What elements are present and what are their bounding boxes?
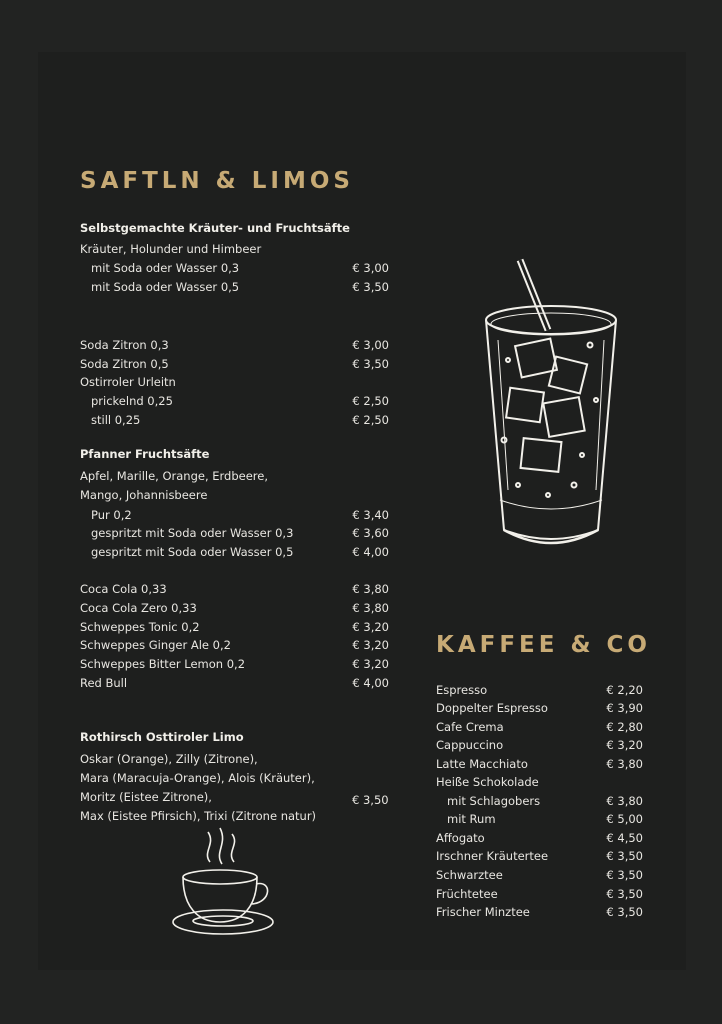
item-price: € 3,80 [606, 757, 643, 771]
item-name: mit Soda oder Wasser 0,3 [91, 261, 240, 275]
item-name: Soda Zitron 0,5 [80, 357, 169, 371]
menu-row [80, 355, 389, 373]
item-name: Früchtetee [436, 887, 498, 901]
pfanner-description-1: Apfel, Marille, Orange, Erdbeere, [80, 469, 269, 483]
item-name: mit Rum [447, 812, 496, 826]
item-name: Latte Macchiato [436, 757, 528, 771]
menu-row [436, 681, 643, 699]
item-name: Irschner Kräutertee [436, 849, 549, 863]
item-price: € 3,20 [352, 638, 389, 652]
menu-row [80, 618, 389, 636]
item-name: Soda Zitron 0,3 [80, 338, 169, 352]
item-name: Cafe Crema [436, 720, 504, 734]
item-name: Coca Cola 0,33 [80, 582, 167, 596]
menu-row [91, 259, 389, 277]
saftln-limos-heading: SAFTLN & LIMOS [80, 168, 354, 194]
coffee-cup-illustration [168, 822, 278, 942]
item-price: € 3,40 [352, 508, 389, 522]
item-name: Cappuccino [436, 738, 504, 752]
item-name: Schweppes Bitter Lemon 0,2 [80, 657, 246, 671]
item-name: Heiße Schokolade [436, 775, 539, 789]
menu-row [436, 773, 643, 791]
item-price: € 3,50 [606, 905, 643, 919]
menu-row [91, 278, 389, 296]
item-name: Espresso [436, 683, 488, 697]
item-price: € 3,80 [606, 794, 643, 808]
item-name: Red Bull [80, 676, 128, 690]
kaffee-co-heading: KAFFEE & CO [436, 632, 651, 658]
item-name: Doppelter Espresso [436, 701, 548, 715]
menu-row [91, 411, 389, 429]
item-name: prickelnd 0,25 [91, 394, 173, 408]
rothirsch-subheading: Rothirsch Osttiroler Limo [80, 730, 244, 744]
menu-row [447, 792, 643, 810]
selbstgemachte-subheading: Selbstgemachte Kräuter- und Fruchtsäfte [80, 221, 350, 235]
item-price: € 4,00 [352, 676, 389, 690]
item-price: € 2,50 [352, 394, 389, 408]
menu-row [91, 524, 389, 542]
menu-row [80, 674, 389, 692]
item-price: € 2,20 [606, 683, 643, 697]
item-price: € 3,20 [606, 738, 643, 752]
item-name: Affogato [436, 831, 485, 845]
menu-row [80, 580, 389, 598]
rothirsch-price: € 3,50 [352, 793, 389, 807]
menu-row [436, 699, 643, 717]
item-name: mit Schlagobers [447, 794, 541, 808]
item-price: € 3,50 [352, 280, 389, 294]
item-name: Coca Cola Zero 0,33 [80, 601, 197, 615]
rothirsch-line: Mara (Maracuja-Orange), Alois (Kräuter), [80, 771, 315, 785]
item-price: € 4,00 [352, 545, 389, 559]
item-price: € 2,80 [606, 720, 643, 734]
item-name: Schweppes Tonic 0,2 [80, 620, 200, 634]
menu-row [436, 847, 643, 865]
menu-row [80, 336, 389, 354]
item-name: Frischer Minztee [436, 905, 530, 919]
menu-row [436, 903, 643, 921]
item-price: € 3,80 [352, 601, 389, 615]
item-price: € 5,00 [606, 812, 643, 826]
item-name: gespritzt mit Soda oder Wasser 0,5 [91, 545, 294, 559]
item-price: € 3,00 [352, 261, 389, 275]
item-name: Schweppes Ginger Ale 0,2 [80, 638, 231, 652]
item-name: gespritzt mit Soda oder Wasser 0,3 [91, 526, 294, 540]
item-price: € 3,50 [352, 357, 389, 371]
pfanner-description-2: Mango, Johannisbeere [80, 488, 208, 502]
menu-row [436, 736, 643, 754]
menu-row [436, 866, 643, 884]
item-name: mit Soda oder Wasser 0,5 [91, 280, 240, 294]
urleitn-label: Ostirroler Urleitn [80, 375, 176, 389]
menu-row [91, 543, 389, 561]
item-price: € 3,00 [352, 338, 389, 352]
item-price: € 3,80 [352, 582, 389, 596]
item-price: € 3,20 [352, 657, 389, 671]
menu-row [91, 392, 389, 410]
menu-row [80, 655, 389, 673]
menu-row [80, 599, 389, 617]
menu-row [436, 718, 643, 736]
item-price: € 3,50 [606, 849, 643, 863]
menu-row [436, 885, 643, 903]
item-price: € 2,50 [352, 413, 389, 427]
item-price: € 3,50 [606, 868, 643, 882]
menu-row [80, 636, 389, 654]
item-price: € 4,50 [606, 831, 643, 845]
item-price: € 3,20 [352, 620, 389, 634]
item-name: Schwarztee [436, 868, 503, 882]
iced-drink-illustration [478, 250, 628, 560]
item-price: € 3,60 [352, 526, 389, 540]
rothirsch-line: Oskar (Orange), Zilly (Zitrone), [80, 752, 258, 766]
menu-row [436, 755, 643, 773]
item-price: € 3,50 [606, 887, 643, 901]
rothirsch-line: Moritz (Eistee Zitrone), [80, 790, 212, 804]
item-name: still 0,25 [91, 413, 141, 427]
selbstgemachte-description: Kräuter, Holunder und Himbeer [80, 242, 262, 256]
item-name: Pur 0,2 [91, 508, 132, 522]
menu-row [436, 829, 643, 847]
menu-row [447, 810, 643, 828]
menu-row [91, 506, 389, 524]
rothirsch-line: Max (Eistee Pfirsich), Trixi (Zitrone natur) [80, 809, 317, 823]
item-price: € 3,90 [606, 701, 643, 715]
pfanner-subheading: Pfanner Fruchtsäfte [80, 447, 210, 461]
